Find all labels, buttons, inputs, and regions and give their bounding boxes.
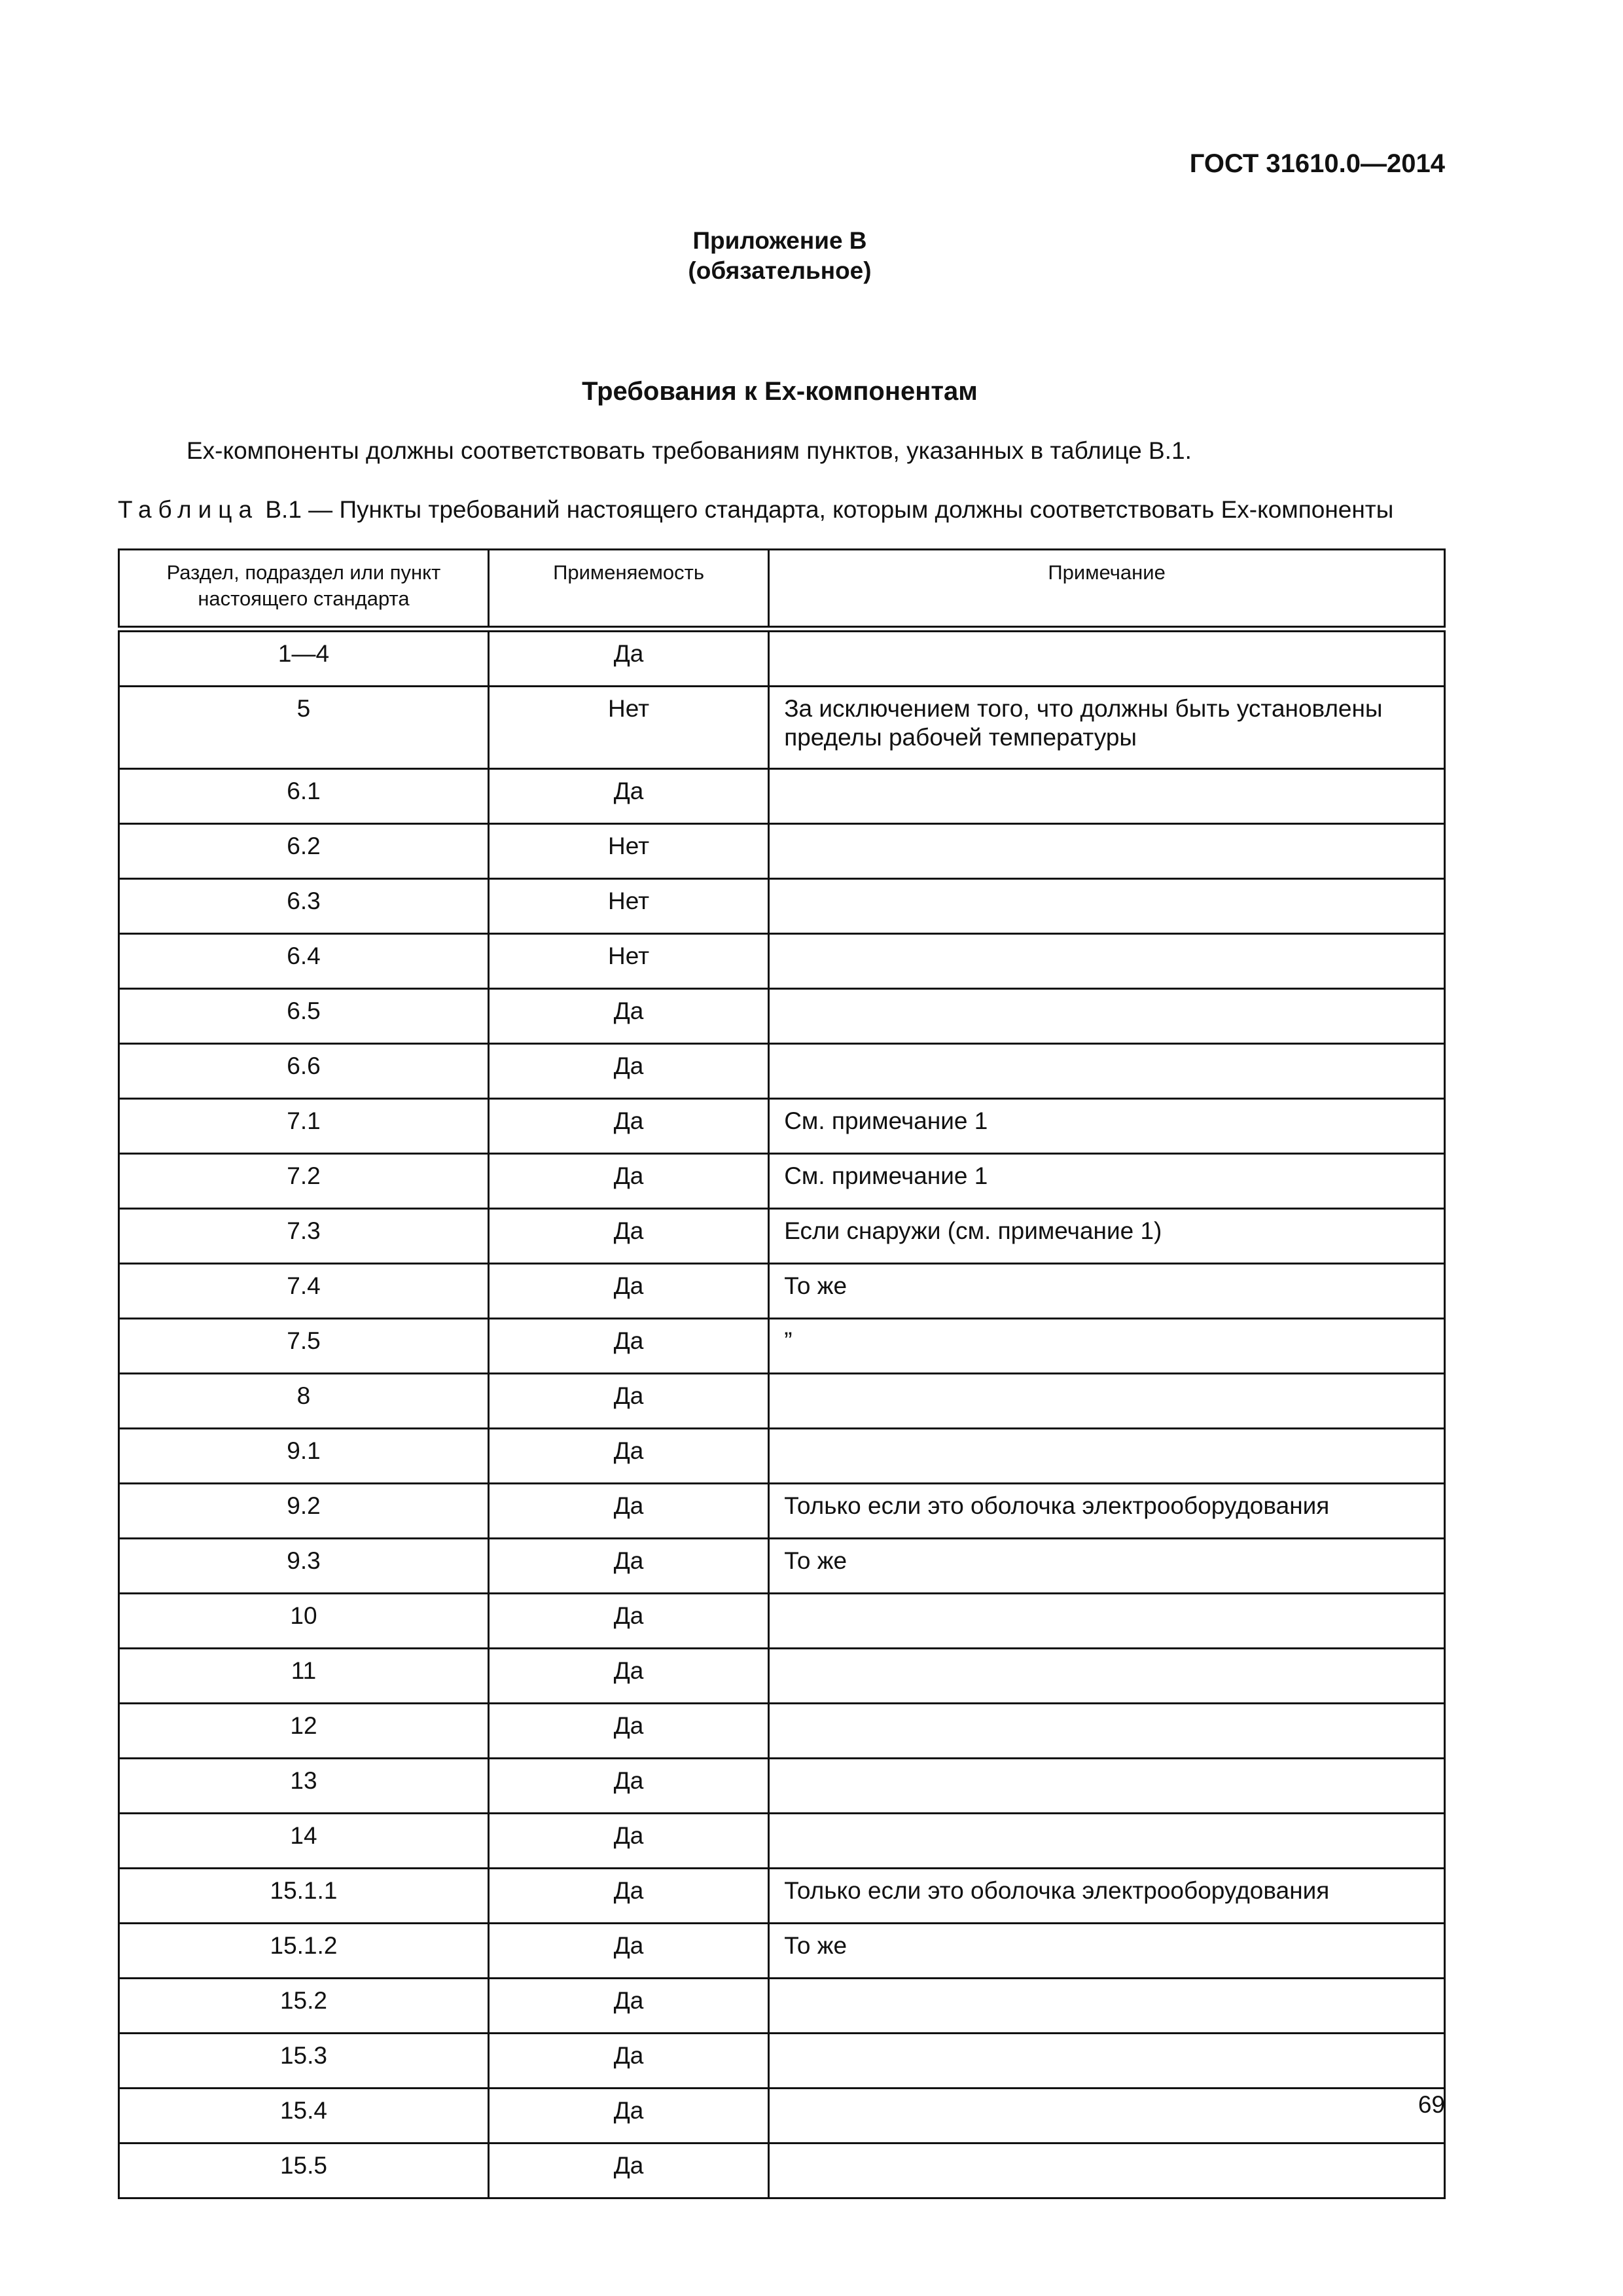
table-row <box>119 769 1445 824</box>
applicability-cell: Да <box>488 1704 768 1759</box>
note-cell <box>769 1759 1445 1814</box>
table-row <box>119 1099 1445 1154</box>
section-cell: 15.3 <box>119 2034 489 2089</box>
document-code: ГОСТ 31610.0—2014 <box>1189 149 1445 178</box>
table-row <box>119 1539 1445 1594</box>
section-cell: 15.1.2 <box>119 1924 489 1979</box>
note-cell <box>769 1429 1445 1484</box>
note-cell: То же <box>769 1264 1445 1319</box>
table-row <box>119 1814 1445 1869</box>
note-cell <box>769 1704 1445 1759</box>
table-row <box>119 2144 1445 2198</box>
section-cell: 9.3 <box>119 1539 489 1594</box>
applicability-cell: Нет <box>488 879 768 934</box>
applicability-cell: Да <box>488 1979 768 2034</box>
applicability-cell: Да <box>488 989 768 1044</box>
applicability-cell: Да <box>488 1374 768 1429</box>
applicability-cell: Да <box>488 1594 768 1649</box>
applicability-cell: Да <box>488 1264 768 1319</box>
note-cell <box>769 824 1445 879</box>
section-cell: 14 <box>119 1814 489 1869</box>
note-cell: См. примечание 1 <box>769 1154 1445 1209</box>
applicability-cell: Да <box>488 1759 768 1814</box>
table-row <box>119 1044 1445 1099</box>
intro-paragraph: Ex-компоненты должны соответствовать требованиям пунктов, указанных в таблице В.1. <box>187 437 1192 464</box>
applicability-cell: Да <box>488 1209 768 1264</box>
section-cell: 8 <box>119 1374 489 1429</box>
page-number: 69 <box>1418 2091 1445 2118</box>
applicability-cell: Да <box>488 1099 768 1154</box>
table-row <box>119 1429 1445 1484</box>
table-row <box>119 1979 1445 2034</box>
section-cell: 6.5 <box>119 989 489 1044</box>
note-cell <box>769 1979 1445 2034</box>
section-cell: 6.6 <box>119 1044 489 1099</box>
table-caption <box>118 496 1393 524</box>
applicability-cell: Да <box>488 2089 768 2144</box>
note-cell <box>769 1814 1445 1869</box>
applicability-cell: Да <box>488 769 768 824</box>
appendix-heading <box>0 226 1560 286</box>
note-cell <box>769 879 1445 934</box>
applicability-cell: Да <box>488 1044 768 1099</box>
note-cell <box>769 1374 1445 1429</box>
applicability-cell: Нет <box>488 824 768 879</box>
section-cell: 7.5 <box>119 1319 489 1374</box>
appendix-title: Приложение В <box>692 227 867 254</box>
table-row <box>119 1759 1445 1814</box>
applicability-cell: Нет <box>488 934 768 989</box>
appendix-status: (обязательное) <box>688 257 872 284</box>
table-row <box>119 1319 1445 1374</box>
note-cell <box>769 2034 1445 2089</box>
section-cell: 6.4 <box>119 934 489 989</box>
section-cell: 10 <box>119 1594 489 1649</box>
applicability-cell: Да <box>488 1649 768 1704</box>
table-row <box>119 2034 1445 2089</box>
table-row <box>119 2089 1445 2144</box>
note-cell <box>769 769 1445 824</box>
note-cell <box>769 629 1445 687</box>
table-row <box>119 934 1445 989</box>
section-title: Требования к Ex-компонентам <box>582 377 978 406</box>
table-row <box>119 1484 1445 1539</box>
table-row <box>119 1704 1445 1759</box>
table-row <box>119 1264 1445 1319</box>
note-cell <box>769 1594 1445 1649</box>
table-row <box>119 687 1445 769</box>
note-cell <box>769 1044 1445 1099</box>
table-row <box>119 1209 1445 1264</box>
section-cell: 9.2 <box>119 1484 489 1539</box>
applicability-cell: Да <box>488 1814 768 1869</box>
applicability-cell: Да <box>488 2034 768 2089</box>
table-row <box>119 1924 1445 1979</box>
section-cell: 1—4 <box>119 629 489 687</box>
note-cell <box>769 1649 1445 1704</box>
header-section: Раздел, подраздел или пункт настоящего стандарта <box>119 550 489 630</box>
table-caption-text: В.1 — Пункты требований настоящего стандарта, которым должны соответствовать Ex-компоненты <box>265 496 1394 523</box>
section-cell: 15.2 <box>119 1979 489 2034</box>
section-cell: 12 <box>119 1704 489 1759</box>
note-cell: То же <box>769 1539 1445 1594</box>
section-cell: 6.2 <box>119 824 489 879</box>
note-cell <box>769 989 1445 1044</box>
applicability-cell: Да <box>488 1154 768 1209</box>
section-cell: 6.3 <box>119 879 489 934</box>
note-cell: ” <box>769 1319 1445 1374</box>
note-cell: Только если это оболочка электрооборудования <box>769 1869 1445 1924</box>
table-row <box>119 1594 1445 1649</box>
applicability-cell: Да <box>488 2144 768 2198</box>
table-row <box>119 1374 1445 1429</box>
section-cell: 9.1 <box>119 1429 489 1484</box>
table-row <box>119 989 1445 1044</box>
table-caption-label: Таблица <box>118 496 259 523</box>
section-cell: 5 <box>119 687 489 769</box>
note-cell: Если снаружи (см. примечание 1) <box>769 1209 1445 1264</box>
table-row <box>119 824 1445 879</box>
applicability-cell: Да <box>488 629 768 687</box>
applicability-cell: Да <box>488 1319 768 1374</box>
applicability-cell: Да <box>488 1539 768 1594</box>
table-header-row <box>119 550 1445 630</box>
section-cell: 15.4 <box>119 2089 489 2144</box>
table-row <box>119 1154 1445 1209</box>
note-cell: См. примечание 1 <box>769 1099 1445 1154</box>
section-cell: 6.1 <box>119 769 489 824</box>
header-applicability: Применяемость <box>488 550 768 630</box>
note-cell: То же <box>769 1924 1445 1979</box>
section-cell: 7.4 <box>119 1264 489 1319</box>
applicability-cell: Да <box>488 1924 768 1979</box>
note-cell <box>769 2089 1445 2144</box>
table-row <box>119 1649 1445 1704</box>
section-cell: 13 <box>119 1759 489 1814</box>
applicability-cell: Да <box>488 1869 768 1924</box>
applicability-cell: Да <box>488 1429 768 1484</box>
applicability-cell: Да <box>488 1484 768 1539</box>
note-cell <box>769 2144 1445 2198</box>
requirements-table <box>118 548 1446 2199</box>
table-row <box>119 879 1445 934</box>
section-cell: 15.1.1 <box>119 1869 489 1924</box>
section-cell: 7.3 <box>119 1209 489 1264</box>
table-row <box>119 1869 1445 1924</box>
note-cell: Только если это оболочка электрооборудования <box>769 1484 1445 1539</box>
note-cell <box>769 934 1445 989</box>
note-cell: За исключением того, что должны быть установлены пределы рабочей температуры <box>769 687 1445 769</box>
table-body <box>119 629 1445 2198</box>
section-cell: 11 <box>119 1649 489 1704</box>
section-cell: 7.1 <box>119 1099 489 1154</box>
section-cell: 7.2 <box>119 1154 489 1209</box>
header-note: Примечание <box>769 550 1445 630</box>
section-cell: 15.5 <box>119 2144 489 2198</box>
table-row <box>119 629 1445 687</box>
applicability-cell: Нет <box>488 687 768 769</box>
